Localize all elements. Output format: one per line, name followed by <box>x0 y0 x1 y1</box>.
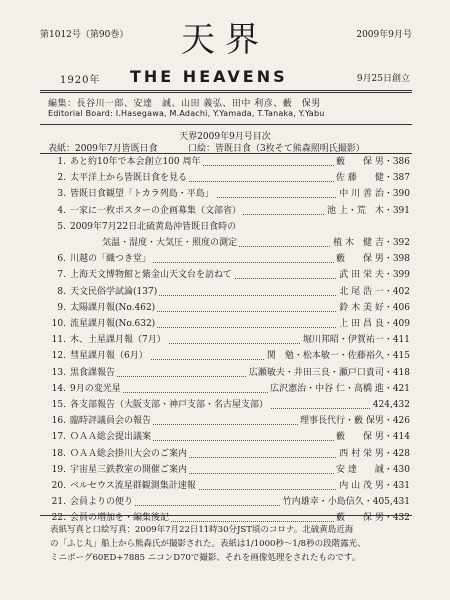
toc-item <box>50 462 410 479</box>
issue-number: 第1012号（第90巻） <box>40 30 129 40</box>
toc-item-author-page: 佐 藤 健・387 <box>334 170 410 187</box>
toc-item <box>50 284 410 301</box>
cover-back-caption: 口絵：皆既日食（3枚そて熊森照明氏撮影） <box>188 144 365 154</box>
toc-item-title: 2009年7月22日北硫黄島沖皆既日食時の <box>70 219 238 236</box>
toc-item-title: 会員の増加を・編集後記 <box>70 510 171 527</box>
divider-bottom <box>40 515 412 516</box>
toc-item <box>50 494 410 511</box>
toc-item <box>50 186 410 203</box>
divider-top-double <box>40 92 412 93</box>
cover-description-line: 表紙写真と口絵写真：2009年7月22日11時30分JST頃のコロナ。北硫黄島近海 <box>50 525 354 535</box>
toc-item-number: 16. <box>51 416 66 427</box>
toc-item-title: 皆既日食観望「トカラ列島・平島」 <box>70 186 216 203</box>
magazine-title: 天界 <box>181 20 269 60</box>
toc-item <box>50 365 410 382</box>
toc-item-number: 21. <box>51 497 66 508</box>
toc-item-author-page: 西 村 栄 男・428 <box>337 446 410 463</box>
toc-item-number: 14. <box>51 383 66 394</box>
toc-item-number: 4. <box>57 205 66 216</box>
toc-item <box>50 381 410 398</box>
toc-item-title: 上海天文博物館と紫金山天文台を訪ねて <box>70 267 234 284</box>
toc-item-number: 2. <box>57 173 66 184</box>
toc-item <box>50 300 410 317</box>
toc-item-number: 19. <box>51 464 66 475</box>
toc-item-author-page: 植 木 健 吉・392 <box>331 235 410 252</box>
toc-item-number: 6. <box>57 254 66 265</box>
toc-item <box>50 348 410 365</box>
divider-top <box>40 90 412 91</box>
toc-item-title: 黒食課報告 <box>70 365 117 382</box>
toc-item-number: 17. <box>51 432 66 443</box>
toc-item-author-page: 藪 保 男・432 <box>334 510 410 527</box>
toc-item-author-page: 北 尾 浩 一・402 <box>337 284 410 301</box>
founding-year: 1920年 <box>60 75 101 86</box>
toc-item-title: 木、土星課月報（7月） <box>70 332 168 349</box>
toc-item <box>50 154 410 171</box>
toc-item-author-page: 武 田 栄 夫・399 <box>337 267 410 284</box>
toc-item-author-page: 池 上・荒 木・391 <box>325 203 410 220</box>
cover-description-line: の「ふじ丸」船上から熊森氏が撮影された。表紙は1/1000秒～1/8秒の段階露光、 <box>50 539 366 549</box>
toc-item-title: 流星課月報(No.632) <box>70 316 157 333</box>
toc-item-number: 8. <box>57 286 66 297</box>
toc-item-title: 一家に一枚ポスターの企画募集（文部省） <box>70 203 243 220</box>
toc-item <box>50 203 410 220</box>
cover-description-line: ミニボーグ60ED+7885 ニコンD70で撮影、それを画像処理をされたものです。 <box>50 553 361 563</box>
toc-item-title: 会員よりの便り <box>70 494 135 511</box>
toc-item-number: 13. <box>51 367 66 378</box>
cover-photo-description <box>50 523 412 565</box>
english-title: THE HEAVENS <box>130 67 288 86</box>
toc-item-author-page: 上 田 昌 良・409 <box>337 316 410 333</box>
cover-front-caption: 表紙：2009年7月皆既日食 <box>48 144 158 154</box>
toc-item-title: 気温・湿度・大気圧・照度の測定 <box>102 235 239 252</box>
toc-item-number: 5. <box>57 221 66 232</box>
toc-item-title: 太平洋上から皆既日食を見る <box>70 170 189 187</box>
toc-item-number: 1. <box>57 157 66 167</box>
toc-item-title: 各支部報告（大阪支部・神戸支部・名古屋支部） <box>70 397 270 414</box>
toc-item-author-page: 広瀬敏夫・井田三良・瀬戸口貴司・418 <box>247 365 410 382</box>
toc-item-author-page: 藪 保 男・414 <box>334 429 410 446</box>
toc-item-author-page: 内 山 茂 男・431 <box>337 478 410 495</box>
toc-item-title: 彗星課月報（6月） <box>70 348 150 365</box>
toc-item-number: 10. <box>51 319 66 329</box>
toc-item-author-page: 竹内雄幸・小島信久・405,431 <box>281 494 410 511</box>
toc-item-title: ベルセウス流星群観測集計速報 <box>70 478 198 495</box>
toc-item-number: 20. <box>51 481 66 491</box>
toc-item-title: 天文民俗学試論(137) <box>70 284 159 301</box>
toc-item-title: 臨時評議員会の報告 <box>70 413 153 430</box>
toc-item-author-page: 理事長代行・藪 保男・426 <box>298 413 410 430</box>
toc-item-number: 22. <box>51 513 66 524</box>
toc-item <box>50 429 410 446</box>
toc-item-title: 宇宙星三鉄教室の開催ご案内 <box>70 462 189 479</box>
toc-item <box>50 478 410 495</box>
toc-title: 天界2009年9月号目次 <box>179 132 271 142</box>
english-title-row <box>60 68 410 88</box>
toc-item-number: 3. <box>57 189 66 200</box>
toc-item-author-page: 堀川邦昭・伊賀祐一・411 <box>301 332 410 349</box>
founding-date: 9月25日創立 <box>356 74 410 84</box>
toc-item <box>50 235 410 252</box>
toc-item-title: ＯＡＡ総会掛川大会のご案内 <box>70 446 189 463</box>
toc-item-author-page: 424,432 <box>371 397 410 414</box>
toc-item-number: 18. <box>51 448 66 459</box>
toc-item-author-page: 鈴 木 美 好・406 <box>337 300 410 317</box>
toc-item <box>50 332 410 349</box>
toc-item-title: 川越の「織つき堂」 <box>70 251 153 268</box>
toc-item-title: ＯＡＡ総会提出議案 <box>70 429 153 446</box>
toc-item-author-page: 藪 保 男・398 <box>334 251 410 268</box>
toc-item-title: 太陽課月報(No.462) <box>70 300 157 317</box>
editorial-board-line: Editorial Board: I.Hasegawa, M.Adachi, Y.Yamada, T.Tanaka, Y.Yabu <box>48 109 325 118</box>
toc-item-author-page: 広沢憲治・中谷 仁・高橋 進・421 <box>268 381 410 398</box>
toc-item <box>50 170 410 187</box>
toc-item <box>50 413 410 430</box>
toc-item-author-page: 藪 保 男・386 <box>334 154 410 171</box>
toc-item-number: 7. <box>57 270 66 281</box>
toc-item <box>50 267 410 284</box>
toc-item <box>50 446 410 463</box>
toc-item-author-page: 関 勉・松本敏一・佐藤裕久・415 <box>265 348 410 365</box>
issue-date: 2009年9月号 <box>356 30 412 40</box>
masthead <box>0 0 450 70</box>
toc-item-number: 12. <box>51 351 66 362</box>
toc-item-number: 11. <box>51 335 66 346</box>
toc-item-author-page: 安 達 誠・430 <box>334 462 410 479</box>
toc-item-title: あと約10年で本会創立100 周年 <box>70 154 203 171</box>
divider-mid <box>40 124 412 125</box>
toc-item <box>50 219 410 236</box>
toc-item <box>50 251 410 268</box>
toc-item-number: 15. <box>51 400 66 410</box>
toc-item-number: 9. <box>57 302 66 313</box>
toc-item <box>50 316 410 333</box>
toc-item-title: 9月の変光星 <box>70 381 123 398</box>
toc-item-author-page: 中 川 善 治・390 <box>337 186 410 203</box>
editors-line: 編集：長谷川一郎、安達 誠、山田 義弘、田中 利彦、藪 保男 <box>48 99 321 109</box>
toc-item <box>50 397 410 414</box>
